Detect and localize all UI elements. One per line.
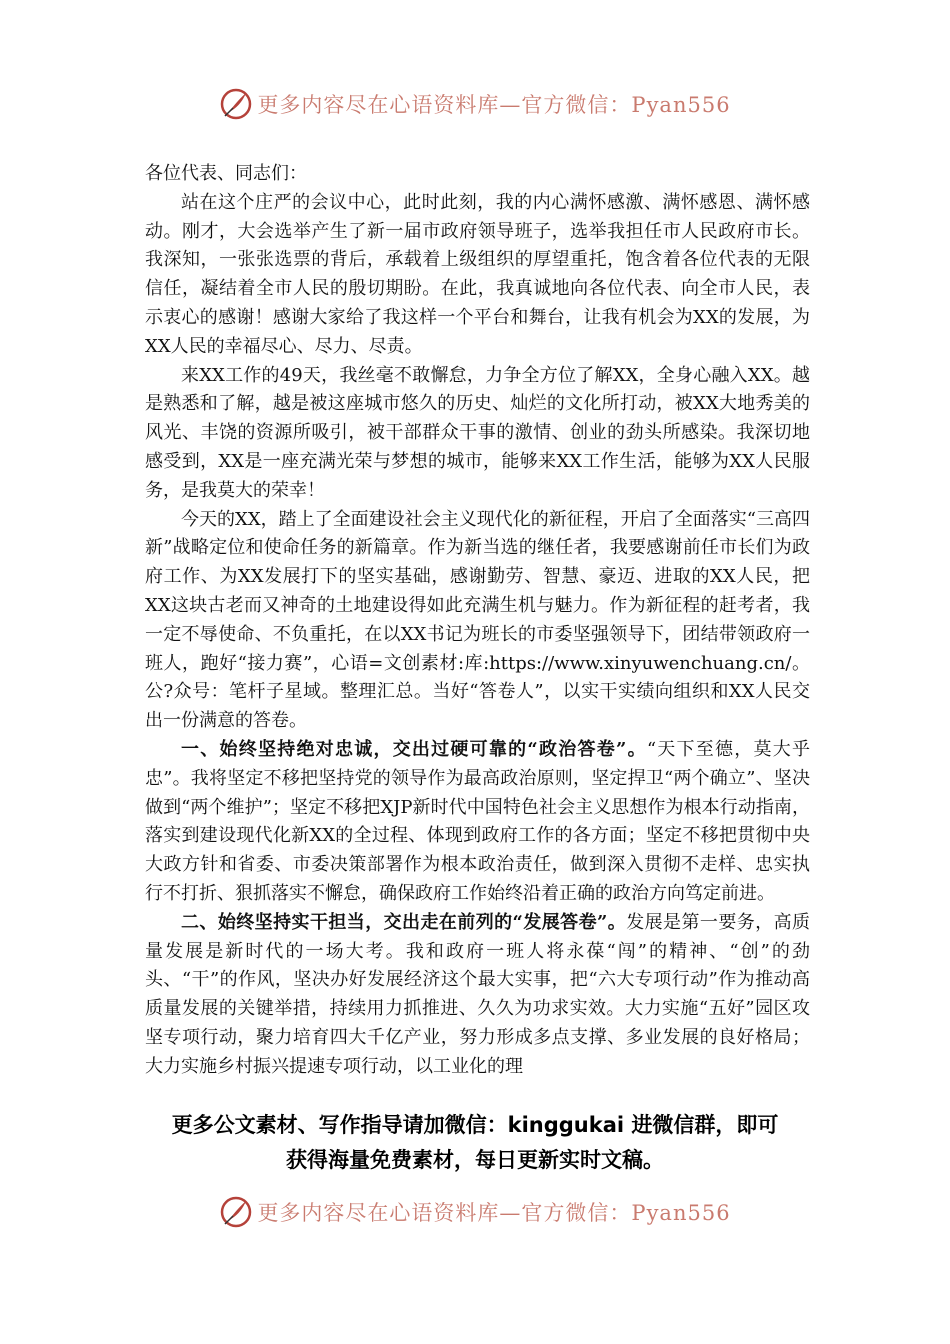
banner-text: 更多内容尽在心语资料库—官方微信：Pyan556: [257, 93, 731, 117]
header-banner: [0, 84, 950, 124]
section-2-heading: 二、始终坚持实干担当，交出走在前列的“发展答卷”。: [181, 911, 627, 933]
paragraph-3: 今天的XX，踏上了全面建设社会主义现代化的新征程，开启了全面落实“三高四新”战略定位和使命任务的新篇章。作为新当选的继任者，我要感谢前任市长们为政府工作、为XX发展打下的坚实基础，感谢勤劳、智慧、豪迈、进取的XX人民，把XX这块古老而又神奇的土地建设得如此充满生机与魅力。作为新征程的赶考者，我一定不辱使命、不负重托，在以XX书记为班长的市委坚强领导下，团结带领政府一班人，跑好“接力赛”，心语=文创素材:库:https://www.xinyuwenchuang.cn/。公?众号：笔杆子星域。整理汇总。当好“答卷人”，以实干实绩向组织和XX人民交出一份满意的答卷。: [145, 508, 810, 732]
feather-pen-circle-logo-icon: [219, 87, 253, 121]
paragraph-2: 来XX工作的49天，我丝毫不敢懈怠，力争全方位了解XX，全身心融入XX。越是熟悉和了解，越是被这座城市悠久的历史、灿烂的文化所打动，被XX大地秀美的风光、丰饶的资源所吸引，被干部群众干事的激情、创业的劲头所感染。我深切地感受到，XX是一座充满光荣与梦想的城市，能够来XX工作生活，能够为XX人民服务，是我莫大的荣幸！: [145, 364, 810, 501]
feather-pen-circle-logo-icon: [219, 1195, 253, 1229]
paragraph-5: [145, 909, 810, 1082]
section-1-heading: 一、始终坚持绝对忠诚，交出过硬可靠的“政治答卷”。: [181, 738, 647, 760]
salutation: 各位代表、同志们：: [145, 163, 307, 184]
paragraph-1: 站在这个庄严的会议中心，此时此刻，我的内心满怀感激、满怀感恩、满怀感动。刚才，大会选举产生了新一届市政府领导班子，选举我担任市人民政府市长。我深知，一张张选票的背后，承载着上级组织的厚望重托，饱含着各位代表的无限信任，凝结着全市人民的殷切期盼。在此，我真诚地向各位代表、向全市人民，表示衷心的感谢！感谢大家给了我这样一个平台和舞台，让我有机会为XX的发展，为XX人民的幸福尽心、尽力、尽责。: [145, 191, 810, 357]
promo-notice: [0, 1108, 950, 1178]
document-body: [145, 160, 810, 1082]
section-2-body: 发展是第一要务，高质量发展是新时代的一场大考。我和政府一班人将永葆“闯”的精神、“创”的劲头、“干”的作风，坚决办好发展经济这个最大实事，把“六大专项行动”作为推动高质量发展的关键举措，持续用力抓推进、久久为功求实效。大力实施“五好”园区攻坚专项行动，聚力培育四大千亿产业，努力形成多点支撑、多业发展的良好格局；大力实施乡村振兴提速专项行动，以工业化的理: [145, 911, 810, 1077]
promo-line-2: 获得海量免费素材，每日更新实时文稿。: [286, 1148, 664, 1172]
section-1-body: “天下至德，莫大乎忠”。我将坚定不移把坚持党的领导作为最高政治原则，坚定捍卫“两个确立”、坚决做到“两个维护”；坚定不移把XJP新时代中国特色社会主义思想作为根本行动指南，落实到建设现代化新XX的全过程、体现到政府工作的各方面；坚定不移把贯彻中央大政方针和省委、市委决策部署作为根本政治责任，做到深入贯彻不走样、忠实执行不打折、狠抓落实不懈怠，确保政府工作始终沿着正确的政治方向笃定前进。: [145, 738, 810, 904]
paragraph-4: [145, 736, 810, 909]
banner-text: 更多内容尽在心语资料库—官方微信：Pyan556: [257, 1201, 731, 1225]
promo-line-1: 更多公文素材、写作指导请加微信：kinggukai 进微信群，即可: [171, 1113, 779, 1137]
footer-banner: [0, 1192, 950, 1232]
